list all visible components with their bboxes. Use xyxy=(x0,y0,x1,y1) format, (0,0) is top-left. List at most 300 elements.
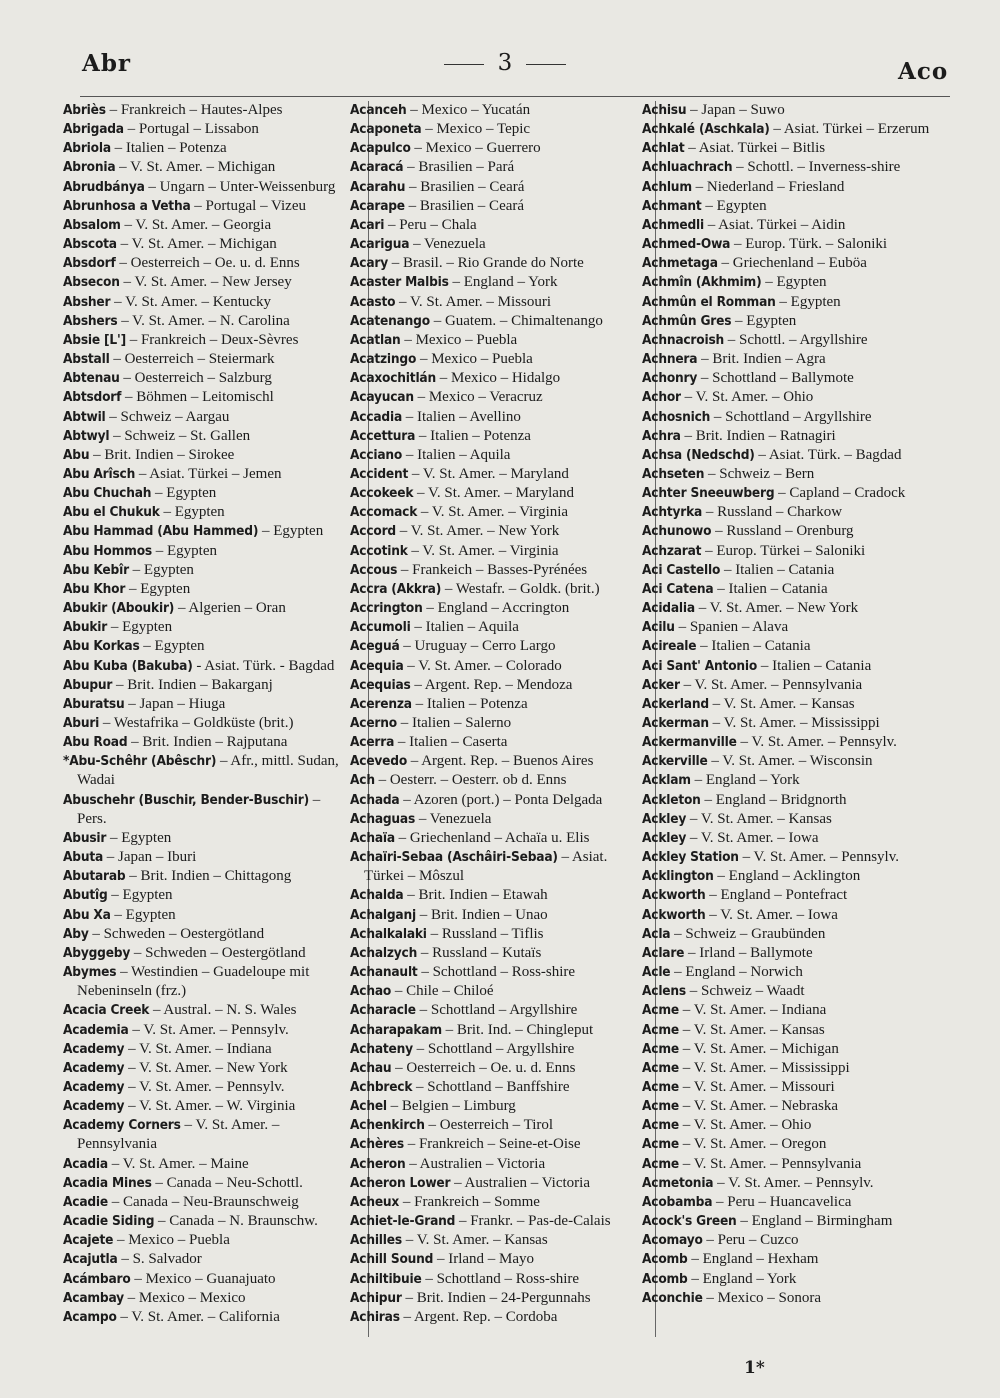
gazetteer-entry xyxy=(642,1078,952,1097)
entry-location: – Japan – Iburi xyxy=(103,849,197,866)
entry-place-name: Ackley Station xyxy=(642,849,739,866)
gazetteer-entry xyxy=(350,1135,642,1154)
gazetteer-entry xyxy=(350,254,642,273)
entry-place-name: Achateny xyxy=(350,1040,413,1057)
entry-place-name: Achseten xyxy=(642,465,705,482)
entry-location: – V. St. Amer. – Maryland xyxy=(408,465,569,482)
entry-location: – Brasilien – Ceará xyxy=(404,197,525,214)
entry-location: – Mexico – Veracruz xyxy=(413,389,543,406)
entry-place-name: Abrigada xyxy=(63,121,124,138)
gazetteer-entry xyxy=(350,139,642,158)
entry-location: – Italien – Catania xyxy=(696,638,811,655)
gazetteer-entry xyxy=(63,331,345,350)
gazetteer-entry xyxy=(642,503,952,522)
gazetteer-entry xyxy=(63,293,345,312)
entry-location: – V. St. Amer. – Pennsylvania xyxy=(77,1117,280,1153)
entry-place-name: Abtwyl xyxy=(63,427,110,444)
gazetteer-entry xyxy=(63,618,345,637)
entry-place-name: Ackerman xyxy=(642,715,709,731)
entry-location: – Asiat. Türk. – Bagdad xyxy=(754,446,902,463)
entry-place-name: Acme xyxy=(642,1059,679,1076)
entry-location: – Egypten xyxy=(139,638,205,655)
entry-place-name: Abukir (Aboukir) xyxy=(63,600,175,617)
entry-place-name: Abutarab xyxy=(63,868,126,885)
entry-location: – V. St. Amer. – Kentucky xyxy=(110,293,272,310)
entry-location: – Uruguay – Cerro Largo xyxy=(399,638,556,655)
entry-place-name: Abu Chuchah xyxy=(63,485,152,502)
entry-location: – Frankreich – Hautes-Alpes xyxy=(105,102,283,118)
gazetteer-entry xyxy=(642,465,952,484)
gazetteer-entry xyxy=(350,657,642,676)
gazetteer-entry xyxy=(63,1097,345,1116)
gazetteer-entry xyxy=(350,388,642,407)
gazetteer-entry xyxy=(350,178,642,197)
gazetteer-entry xyxy=(63,1059,345,1078)
entry-location: – V. St. Amer. – Wisconsin xyxy=(707,753,873,770)
entry-place-name: Achenkirch xyxy=(350,1117,425,1134)
entry-location: – England – Hexham xyxy=(687,1251,819,1268)
entry-location: – Brasil. – Rio Grande do Norte xyxy=(387,255,584,272)
entry-location: – Asiat. Türkei – Erzerum xyxy=(769,121,930,138)
entry-place-name: Accumoli xyxy=(350,619,411,636)
entry-location: – Italien – Catania xyxy=(757,657,872,674)
entry-place-name: Academy xyxy=(63,1098,125,1115)
entry-location: – Asiat. Türkei – Aidin xyxy=(704,216,846,233)
gazetteer-entry xyxy=(642,331,952,350)
entry-place-name: Achalkalaki xyxy=(350,925,427,942)
entry-location: – Brit. Ind. – Chingleput xyxy=(441,1021,594,1038)
gazetteer-entry xyxy=(63,1021,345,1040)
column-1 xyxy=(63,101,345,1327)
entry-location: – Schottland – Ross-shire xyxy=(417,964,576,981)
entry-location: – Russland – Kutaïs xyxy=(417,944,542,961)
entry-location: – Oesterreich – Tirol xyxy=(424,1117,554,1134)
entry-location: – Schweiz – Waadt xyxy=(686,983,805,1000)
entry-place-name: Acock's Green xyxy=(642,1213,737,1230)
entry-place-name: Abu Korkas xyxy=(63,638,140,655)
entry-place-name: Acatenango xyxy=(350,312,430,329)
gazetteer-entry xyxy=(642,925,952,944)
gazetteer-entry xyxy=(63,1212,345,1231)
gazetteer-entry xyxy=(642,982,952,1001)
entry-location: – Pers. xyxy=(77,791,321,827)
page-number-text: 3 xyxy=(497,50,513,76)
entry-location: – Schottland – Ballymote xyxy=(697,370,854,387)
entry-place-name: Abrudbánya xyxy=(63,178,145,195)
gazetteer-entry xyxy=(63,388,345,407)
entry-place-name: Achiet-le-Grand xyxy=(350,1213,456,1230)
gazetteer-entry xyxy=(350,197,642,216)
entry-location: – V. St. Amer. – Oregon xyxy=(678,1136,827,1153)
gazetteer-entry xyxy=(642,1250,952,1269)
entry-place-name: Achmîn (Akhmim) xyxy=(642,274,762,291)
entry-location: – Griechenland – Achaïa u. Elis xyxy=(394,829,590,846)
gazetteer-entry xyxy=(63,599,345,618)
gazetteer-entry xyxy=(642,810,952,829)
gazetteer-entry xyxy=(63,1155,345,1174)
gazetteer-entry xyxy=(642,1231,952,1250)
entry-location: – Brit. Indien – Rajputana xyxy=(127,734,288,751)
gazetteer-entry xyxy=(63,178,345,197)
entry-place-name: Acidalia xyxy=(642,600,695,617)
header-divider xyxy=(80,96,950,97)
entry-location: – Böhmen – Leitomischl xyxy=(121,389,274,406)
gazetteer-entry xyxy=(642,522,952,541)
entry-place-name: Acme xyxy=(642,1078,679,1095)
entry-location: – Mexico – Puebla xyxy=(416,351,533,368)
entry-location: – V. St. Amer. – W. Virginia xyxy=(124,1098,296,1115)
entry-place-name: Abuta xyxy=(63,849,104,866)
entry-location: – Portugal – Lissabon xyxy=(123,121,259,138)
entry-location: – Schweiz – Bern xyxy=(704,465,815,482)
gazetteer-entry xyxy=(350,158,642,177)
entry-place-name: Acomayo xyxy=(642,1232,703,1249)
entry-location: – Schottl. – Inverness-shire xyxy=(732,159,901,176)
entry-location: – Italien – Aquila xyxy=(410,619,519,636)
entry-place-name: Achalda xyxy=(350,887,404,904)
gazetteer-entry xyxy=(642,1270,952,1289)
entry-place-name: Achisu xyxy=(642,102,687,118)
entry-place-name: Achtyrka xyxy=(642,504,703,521)
gazetteer-entry xyxy=(350,542,642,561)
entry-place-name: Acheron Lower xyxy=(350,1174,451,1191)
entry-location: – Mexico – Guerrero xyxy=(410,140,541,157)
entry-location: – V. St. Amer. – Missouri xyxy=(395,293,552,310)
entry-location: – Mexico – Puebla xyxy=(400,331,518,348)
entry-location: – V. St. Amer. – Virginia xyxy=(417,504,569,521)
gazetteer-entry xyxy=(63,752,345,790)
entry-location: – V. St. Amer. – Maryland xyxy=(413,485,574,502)
entry-location: – Portugal – Vizeu xyxy=(190,197,306,214)
entry-place-name: Achalganj xyxy=(350,906,416,923)
entry-location: – V. St. Amer. – Pennsylv. xyxy=(738,849,899,866)
gazetteer-entry xyxy=(642,350,952,369)
entry-place-name: Achmant xyxy=(642,197,702,214)
entry-place-name: Aci Catena xyxy=(642,580,714,597)
entry-location: – Egypten xyxy=(775,293,841,310)
gazetteer-entry xyxy=(642,1001,952,1020)
gazetteer-entry xyxy=(642,197,952,216)
gazetteer-entry xyxy=(642,657,952,676)
gazetteer-entry xyxy=(642,791,952,810)
gazetteer-entry xyxy=(350,331,642,350)
entry-place-name: Academy xyxy=(63,1040,125,1057)
entry-place-name: Abu Khor xyxy=(63,580,126,597)
entry-place-name: Acerenza xyxy=(350,695,412,712)
gazetteer-entry xyxy=(642,1212,952,1231)
gazetteer-entry xyxy=(63,1270,345,1289)
gazetteer-entry xyxy=(350,120,642,139)
entry-place-name: Ackerville xyxy=(642,753,708,770)
gazetteer-entry xyxy=(63,695,345,714)
entry-location: – Westafr. – Goldk. (brit.) xyxy=(441,580,600,597)
entry-location: – Mexico – Sonora xyxy=(702,1289,821,1306)
entry-place-name: Abronia xyxy=(63,159,116,176)
gazetteer-entry xyxy=(350,829,642,848)
entry-location: – Egypten xyxy=(761,274,827,291)
entry-location: – Ungarn – Unter-Weissenburg xyxy=(144,178,336,195)
gazetteer-entry xyxy=(350,618,642,637)
column-3 xyxy=(642,101,952,1308)
gazetteer-entry xyxy=(350,293,642,312)
gazetteer-entry xyxy=(642,178,952,197)
entry-location: – Brit. Indien – Bakarganj xyxy=(112,676,273,693)
gazetteer-entry xyxy=(350,599,642,618)
gazetteer-entry xyxy=(642,158,952,177)
gazetteer-entry xyxy=(642,599,952,618)
entry-location: – Canada – Neu-Schottl. xyxy=(151,1174,303,1191)
gazetteer-entry xyxy=(63,1308,345,1327)
gazetteer-entry xyxy=(63,139,345,158)
gazetteer-entry xyxy=(63,216,345,235)
entry-location: – V. St. Amer. – Pennsylv. xyxy=(128,1021,289,1038)
gazetteer-entry xyxy=(63,446,345,465)
entry-location: – Italien – Aquila xyxy=(402,446,511,463)
gazetteer-entry xyxy=(63,254,345,273)
entry-place-name: Abtwil xyxy=(63,408,106,425)
entry-place-name: Acámbaro xyxy=(63,1270,131,1287)
entry-location: – Egypten xyxy=(107,887,173,904)
gazetteer-entry xyxy=(350,1250,642,1269)
entry-location: – Venezuela xyxy=(415,810,492,827)
entry-place-name: Abu Arîsch xyxy=(63,465,136,482)
entry-location: – Asiat. Türkei – Bitlis xyxy=(684,140,826,157)
running-head-left: Abr xyxy=(82,50,132,77)
entry-place-name: Achbreck xyxy=(350,1078,413,1095)
entry-location: – V. St. Amer. – Kansas xyxy=(678,1021,825,1038)
entry-place-name: Achmedli xyxy=(642,216,704,233)
entry-place-name: Acaponeta xyxy=(350,121,422,138)
entry-place-name: Aclare xyxy=(642,944,685,961)
entry-place-name: Achter Sneeuwberg xyxy=(642,485,775,502)
gazetteer-entry xyxy=(642,273,952,292)
gazetteer-entry xyxy=(642,1040,952,1059)
entry-location: – Japan – Suwo xyxy=(686,102,785,118)
entry-place-name: Abu Hammad (Abu Hammed) xyxy=(63,523,259,540)
entry-location: – Italien – Avellino xyxy=(402,408,521,425)
entry-location: – Spanien – Alava xyxy=(674,619,789,636)
gazetteer-entry xyxy=(63,944,345,963)
gazetteer-entry xyxy=(63,829,345,848)
entry-place-name: Achada xyxy=(350,791,400,808)
gazetteer-entry xyxy=(642,829,952,848)
gazetteer-entry xyxy=(350,235,642,254)
entry-place-name: Acary xyxy=(350,255,388,272)
entry-location: – Peru – Huancavelica xyxy=(712,1193,852,1210)
entry-place-name: Achao xyxy=(350,983,392,1000)
entry-place-name: Acme xyxy=(642,1040,679,1057)
gazetteer-entry xyxy=(642,618,952,637)
gazetteer-entry xyxy=(63,867,345,886)
gazetteer-entry xyxy=(350,408,642,427)
entry-place-name: Abuschehr (Buschir, Bender-Buschir) xyxy=(63,791,310,808)
entry-place-name: Ach xyxy=(350,772,375,789)
entry-place-name: Abu el Chukuk xyxy=(63,504,160,521)
entry-location: – S. Salvador xyxy=(117,1251,202,1268)
entry-place-name: Achsa (Nedschd) xyxy=(642,446,755,463)
entry-location: – Russland – Charkow xyxy=(702,504,843,521)
gazetteer-entry xyxy=(63,427,345,446)
entry-place-name: Abtenau xyxy=(63,370,120,387)
entry-place-name: Aby xyxy=(63,925,89,942)
entry-place-name: Acayucan xyxy=(350,389,414,406)
gazetteer-entry xyxy=(642,771,952,790)
entry-location: – V. St. Amer. – Michigan xyxy=(116,236,277,253)
entry-location: – Schottland – Ross-shire xyxy=(421,1270,580,1287)
entry-location: – Oesterreich – Oe. u. d. Enns xyxy=(115,255,300,272)
gazetteer-entry xyxy=(63,580,345,599)
gazetteer-entry xyxy=(350,312,642,331)
entry-place-name: Acapulco xyxy=(350,140,411,157)
entry-location: – Egypten xyxy=(258,523,324,540)
entry-location: – Frankreich – Somme xyxy=(399,1193,540,1210)
entry-place-name: Acaster Malbis xyxy=(350,274,449,291)
gazetteer-entry xyxy=(642,963,952,982)
entry-location: – Australien – Victoria xyxy=(405,1155,546,1172)
gazetteer-entry xyxy=(642,312,952,331)
entry-place-name: Acaxochitlán xyxy=(350,370,436,387)
entry-location: – England – Birmingham xyxy=(736,1213,893,1230)
gazetteer-entry xyxy=(350,580,642,599)
entry-place-name: Abrunhosa a Vetha xyxy=(63,197,191,214)
entry-location: – Frankreich – Seine-et-Oise xyxy=(403,1136,581,1153)
entry-place-name: Abriès xyxy=(63,102,106,118)
entry-location: – V. St. Amer. – Ohio xyxy=(678,1117,812,1134)
gazetteer-entry xyxy=(63,197,345,216)
entry-place-name: Achilles xyxy=(350,1232,402,1249)
gazetteer-entry xyxy=(63,1174,345,1193)
gazetteer-entry xyxy=(350,1116,642,1135)
entry-location: – V. St. Amer. – Nebraska xyxy=(678,1098,838,1115)
entry-place-name: Acharacle xyxy=(350,1002,416,1019)
entry-place-name: Achiras xyxy=(350,1308,400,1325)
gazetteer-entry xyxy=(642,752,952,771)
gazetteer-entry xyxy=(642,733,952,752)
gazetteer-entry xyxy=(642,848,952,867)
entry-location: – Schweden – Oestergötland xyxy=(88,925,265,942)
entry-place-name: Absdorf xyxy=(63,255,116,272)
entry-location: – V. St. Amer. – Mississippi xyxy=(708,715,880,731)
gazetteer-entry xyxy=(350,1078,642,1097)
entry-location: – Westindien – Guadeloupe mit Nebeninseln (frz.) xyxy=(77,964,310,1000)
gazetteer-entry xyxy=(63,1040,345,1059)
gazetteer-entry xyxy=(63,561,345,580)
gazetteer-entry xyxy=(63,1231,345,1250)
gazetteer-entry xyxy=(350,1174,642,1193)
entry-place-name: Absie [L'] xyxy=(63,331,126,348)
entry-location: – England – Pontefract xyxy=(705,887,848,904)
gazetteer-entry xyxy=(642,1116,952,1135)
entry-place-name: Aconchie xyxy=(642,1289,703,1306)
entry-place-name: Acadie Siding xyxy=(63,1213,155,1230)
entry-place-name: Acatzingo xyxy=(350,351,417,368)
entry-place-name: Acciano xyxy=(350,446,403,463)
entry-location: – Egypten xyxy=(731,312,797,329)
entry-place-name: Academy Corners xyxy=(63,1117,181,1134)
gazetteer-entry xyxy=(63,925,345,944)
entry-location: – V. St. Amer. – N. Carolina xyxy=(117,312,290,329)
gazetteer-entry xyxy=(350,1040,642,1059)
entry-place-name: Accous xyxy=(350,561,398,578)
gazetteer-entry xyxy=(642,388,952,407)
entry-place-name: Abukir xyxy=(63,619,108,636)
entry-location: – Brit. Indien – Unao xyxy=(415,906,548,923)
entry-place-name: Accomack xyxy=(350,504,418,521)
entry-location: – V. St. Amer. – Kansas xyxy=(686,810,832,827)
gazetteer-entry xyxy=(642,1097,952,1116)
gazetteer-entry xyxy=(642,235,952,254)
entry-place-name: Achosnich xyxy=(642,408,711,425)
entry-location: – Schottland – Argyllshire xyxy=(412,1040,575,1057)
gazetteer-entry xyxy=(642,427,952,446)
entry-location: – Asiat. Türkei – Jemen xyxy=(135,465,282,482)
gazetteer-entry xyxy=(642,580,952,599)
entry-place-name: Aci Castello xyxy=(642,561,721,578)
entry-location: – Brit. Indien – Sirokee xyxy=(89,446,235,463)
entry-place-name: Accord xyxy=(350,523,396,540)
entry-place-name: Achaïri-Sebaa (Aschâiri-Sebaa) xyxy=(350,849,558,866)
entry-location: – Austral. – N. S. Wales xyxy=(149,1002,297,1019)
entry-place-name: Abriola xyxy=(63,140,111,157)
gazetteer-entry xyxy=(63,637,345,656)
entry-location: – V. St. Amer. – New York xyxy=(124,1059,288,1076)
gazetteer-entry xyxy=(642,561,952,580)
entry-location: – Italien – Salerno xyxy=(396,715,512,731)
entry-place-name: Aceguá xyxy=(350,638,400,655)
entry-location: – Argent. Rep. – Mendoza xyxy=(410,676,573,693)
entry-place-name: Ackworth xyxy=(642,906,706,923)
entry-location: – Mexico – Guanajuato xyxy=(130,1270,276,1287)
gazetteer-entry xyxy=(642,408,952,427)
gazetteer-entry xyxy=(642,484,952,503)
entry-place-name: Absalom xyxy=(63,216,121,233)
entry-location: – V. St. Amer. – Iowa xyxy=(705,906,838,923)
entry-location: – Oesterr. – Oesterr. ob d. Enns xyxy=(374,772,567,789)
entry-place-name: Acarahu xyxy=(350,178,406,195)
entry-location: – Mexico – Tepic xyxy=(421,121,531,138)
entry-location: – V. St. Amer. – Pennsylvania xyxy=(678,1155,862,1172)
entry-location: – Brit. Indien – Chittagong xyxy=(125,868,292,885)
entry-location: – Chile – Chiloé xyxy=(391,983,494,1000)
gazetteer-entry xyxy=(642,139,952,158)
gazetteer-entry xyxy=(63,906,345,925)
entry-place-name: Acerra xyxy=(350,734,395,751)
gazetteer-entry xyxy=(642,254,952,273)
entry-location: - Asiat. Türk. - Bagdad xyxy=(192,657,335,674)
gazetteer-entry xyxy=(642,120,952,139)
entry-location: – Schweiz – Aargau xyxy=(105,408,230,425)
entry-place-name: Abupur xyxy=(63,676,113,693)
entry-location: – Italien – Potenza xyxy=(415,427,531,444)
entry-place-name: Abu Xa xyxy=(63,906,111,923)
gazetteer-entry xyxy=(350,216,642,235)
gazetteer-entry xyxy=(642,637,952,656)
entry-place-name: Achnera xyxy=(642,351,698,368)
gazetteer-entry xyxy=(63,522,345,541)
entry-location: – Afr., mittl. Sudan, Wadai xyxy=(77,753,339,789)
gazetteer-entry xyxy=(350,637,642,656)
gazetteer-entry xyxy=(642,1021,952,1040)
gazetteer-entry xyxy=(63,101,345,120)
gazetteer-entry xyxy=(350,503,642,522)
entry-place-name: Acadia Mines xyxy=(63,1174,152,1191)
entry-place-name: Abutîg xyxy=(63,887,108,904)
entry-place-name: Achonry xyxy=(642,370,698,387)
entry-location: – Egypten xyxy=(125,580,191,597)
entry-location: – Italien – Potenza xyxy=(110,140,227,157)
entry-location: – V. St. Amer. – Indiana xyxy=(678,1002,827,1019)
entry-place-name: Accrington xyxy=(350,600,423,617)
